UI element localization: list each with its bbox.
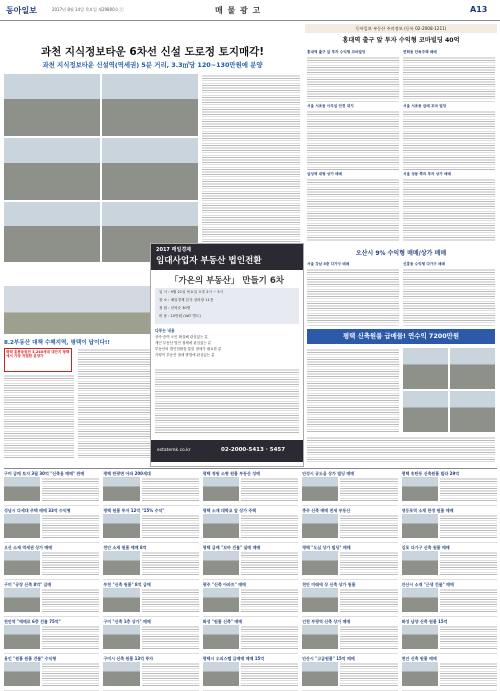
listing-photo <box>103 588 139 612</box>
listing-text <box>241 662 298 686</box>
listing-photo <box>403 391 448 432</box>
right-sec-6 <box>307 262 399 326</box>
right-headline: 홍대역 출구 앞 투자 수익형 코마빌딩 40억 <box>342 37 460 44</box>
page-number: A13 <box>470 5 488 14</box>
listing-photo <box>203 514 239 538</box>
issue-date: 2017년 8월 14일 목요일 제29800호 ⓒ <box>52 7 124 12</box>
listing-text <box>42 588 99 612</box>
seminar-topic: 상속·증여 오인 확실해 관심있는 분 <box>155 335 208 339</box>
right-section-title: 서울 성동 쪽의 투자 상가 매매 <box>403 172 451 176</box>
right-sec-5 <box>403 172 495 242</box>
top-ad-body-text <box>202 74 300 242</box>
seminar-banner <box>151 244 303 270</box>
listing-text <box>241 625 298 649</box>
listing-photo <box>450 391 495 432</box>
right-section-title: 서울 서초동 급매 꼬마 빌딩 <box>403 104 447 108</box>
listing-text <box>440 662 497 686</box>
listing-photo <box>403 348 448 389</box>
listing-text <box>42 514 99 538</box>
right-mid-headline: 오산시 9% 수익형 매매/상가 매매 <box>355 250 447 257</box>
listing-card <box>402 508 497 543</box>
listing-text <box>440 514 497 538</box>
pyeongtaek-ad <box>4 286 150 464</box>
listing-card <box>103 471 198 506</box>
listing-photo <box>203 662 239 686</box>
listing-title: 용인 "원룸 원룸 건물" 수익형 <box>4 656 57 661</box>
listing-title: 천안역 "매매로 6층 건물 75억" <box>4 619 61 624</box>
top-ad-photo-1 <box>4 74 100 136</box>
listing-title: 광주 "신축 아파트" 매매 <box>202 582 246 587</box>
pyeongtaek-box <box>4 348 72 372</box>
listing-card <box>103 508 198 543</box>
listing-card <box>203 545 298 580</box>
listing-photo <box>4 588 40 612</box>
right-section-body <box>307 56 399 102</box>
listing-text <box>142 551 199 575</box>
listing-text <box>142 477 199 501</box>
listing-title: 화성 남양 신축 원룸 15억 <box>401 619 448 624</box>
listing-card <box>4 619 99 654</box>
listing-card <box>203 656 298 691</box>
right-section-title: 삼성역 대형 상가 매매 <box>307 172 342 176</box>
listing-card <box>203 582 298 617</box>
listing-title: 구미시 신축 원룸 13억 투자 <box>103 656 154 661</box>
listing-card <box>302 471 397 506</box>
right-section-body <box>403 178 495 242</box>
seminar-topic: 가평이 부동산 절세 방법에 관심있는 분 <box>155 353 215 357</box>
pyeongtaek-body-left <box>4 374 74 458</box>
listing-title: 구미 급매 토지 3필 30억 "신축용 매매" 판매 <box>4 471 85 476</box>
listing-photo <box>302 477 338 501</box>
listing-card <box>103 582 198 617</box>
listing-photo <box>203 551 239 575</box>
listing-text <box>241 477 298 501</box>
listing-text <box>440 477 497 501</box>
listing-photo <box>302 514 338 538</box>
listing-card <box>103 619 198 654</box>
listing-text <box>241 588 298 612</box>
listing-card <box>402 582 497 617</box>
listing-photo <box>103 477 139 501</box>
seminar-detail: 비 용 : 10만원 (VAT 별도) <box>159 314 201 318</box>
right-section-body <box>307 178 399 242</box>
listing-title: 평택 탄광면 아파 200세대 <box>103 471 151 476</box>
right-blue-box <box>307 329 495 344</box>
right-section-title: 신흥동 수익형 다가구 매매 <box>403 262 445 266</box>
listing-text <box>440 588 497 612</box>
listing-title: 구미 "공장 신축 8억" 급매 <box>4 582 52 587</box>
listing-photo <box>103 625 139 649</box>
right-sec-4 <box>307 172 399 242</box>
listing-photo <box>402 625 438 649</box>
listing-photo <box>4 551 40 575</box>
listing-photo <box>203 588 239 612</box>
listing-photo <box>302 662 338 686</box>
listing-text <box>142 625 199 649</box>
listing-card <box>203 471 298 506</box>
listing-photo <box>4 662 40 686</box>
pyeongtaek-headline: 8.2부동산 대책 수혜지역, 평택이 답이다!! <box>4 340 110 346</box>
listing-text <box>142 588 199 612</box>
top-ad-subheadline: 과천 지식정보타운 신설역(역세권) 5분 거리, 3.3㎡당 120~130만원에 분양 <box>42 61 263 69</box>
right-sec-7 <box>403 262 495 326</box>
top-ad-photo-2 <box>102 74 198 136</box>
right-column <box>305 24 497 464</box>
listing-title: 천안 미래에 상 신축 상가 원룸 <box>302 582 356 587</box>
listing-title: 구미 "신축 1층 상가" 매매 <box>103 619 151 624</box>
right-section-title: 서울 강남 5층 다가구 매매 <box>307 262 350 266</box>
pyeongtaek-body-right <box>78 348 150 458</box>
listing-photo <box>302 625 338 649</box>
listing-card <box>103 545 198 580</box>
listing-photo <box>302 551 338 575</box>
pyeongtaek-box-text: 평택 흥봉동원천 3,240세대 대단지 평택에서 가장 저렴한 분양가 <box>6 350 70 359</box>
listing-text <box>42 625 99 649</box>
listing-card <box>302 656 397 691</box>
listing-photo <box>4 477 40 501</box>
listing-grid <box>4 468 497 691</box>
page-header <box>0 0 500 21</box>
listing-photo <box>203 625 239 649</box>
listing-title: 천안 신축 원룸 매매 <box>401 656 437 661</box>
top-ad-headline: 과천 지식정보타운 6차선 신설 도로정 토지매각! <box>40 46 265 58</box>
right-bottom-text <box>307 348 399 432</box>
listing-text <box>340 551 397 575</box>
listing-title: 부천 "신축 원룸" 8억 급매 <box>103 582 151 587</box>
seminar-detail: 장 소 : 매일경제 본사 강의장 11층 <box>159 298 214 302</box>
listing-text <box>340 625 397 649</box>
listing-card <box>402 619 497 654</box>
top-ad-photo-4 <box>102 138 198 200</box>
listing-text <box>42 551 99 575</box>
seminar-subtitle: 「가온의 부동산」 만들기 6차 <box>170 276 284 286</box>
right-blue-box-text: 평택 신축원룸 급매물! 연수익 7200만원 <box>342 332 460 340</box>
right-sec-1 <box>403 50 495 102</box>
listing-title: 영등포역 소재 한정 원룸 매매 <box>401 508 454 513</box>
right-section-body <box>403 110 495 170</box>
right-sec-2 <box>307 104 399 170</box>
listing-photo <box>4 625 40 649</box>
listing-card <box>402 471 497 506</box>
listing-card <box>4 582 99 617</box>
listing-title: 평택시 오피스텔 급매매 매매 15억 <box>202 656 265 661</box>
right-sec-0 <box>307 50 399 102</box>
listing-title: 평택 송탄동 신축원룸 빌라 29억 <box>401 471 460 476</box>
right-banner: 동아일보 부동산 주의정보 (등록 02-2008-1211) <box>305 24 497 33</box>
seminar-topics-label: 다루는 내용 <box>155 328 175 333</box>
listing-card <box>402 545 497 580</box>
listing-title: 천안 소재 원룸 매매 8억 <box>103 545 147 550</box>
listing-text <box>340 514 397 538</box>
listing-card <box>203 508 298 543</box>
listing-title: 인천 부평역 신축 상가 매매 <box>302 619 351 624</box>
listing-card <box>302 508 397 543</box>
seminar-detail: 일 시 : 9월 21일 목요일 오후 2시 ~ 5시 <box>159 290 224 294</box>
listing-card <box>4 545 99 580</box>
listing-title: 안성시 공도읍 상가 빌딩 매매 <box>302 471 355 476</box>
listing-text <box>440 625 497 649</box>
top-ad-photo-5 <box>4 202 100 262</box>
listing-photo <box>402 662 438 686</box>
right-section-title: 서울 서초동 사무실 안전 대지 <box>307 104 354 108</box>
seminar-phone: 02-2000-5413 · 5457 <box>221 447 286 453</box>
seminar-url: estatemk.co.kr <box>157 448 191 453</box>
newspaper-logo: 동아일보 <box>6 5 37 15</box>
listing-photo <box>302 588 338 612</box>
listing-title: 안산시 "고급원룸" 15억 매매 <box>302 656 355 661</box>
listing-photo <box>103 551 139 575</box>
listing-card <box>402 656 497 691</box>
listing-text <box>42 662 99 686</box>
listing-photo <box>103 514 139 538</box>
listing-photo <box>402 551 438 575</box>
seminar-title: 임대사업자 부동산 법인전환 <box>156 256 262 266</box>
listing-title: 충주 신축 매매 전세 부동산 <box>302 508 351 513</box>
listing-title: 평택 급매 "꼬마 건물" 실매 매매 <box>202 545 261 550</box>
seminar-footer <box>151 440 303 462</box>
right-section-title: 홍대역 출구 앞 투자 수익형 코마빌딩 <box>307 50 366 54</box>
listing-title: 안산시 소재 "근생 건물" 매매 <box>401 582 454 587</box>
listing-card <box>203 619 298 654</box>
listing-photo <box>402 477 438 501</box>
listing-title: 평택 소재 대학교 앞 상가 주택 <box>202 508 257 513</box>
seminar-program <box>155 368 299 434</box>
listing-photo <box>402 588 438 612</box>
listing-photo <box>402 514 438 538</box>
listing-title: 평택 청원 소형 원룸 부동산 성매 <box>202 471 260 476</box>
listing-text <box>440 551 497 575</box>
listing-card <box>302 545 397 580</box>
listing-title: 평택 원룸 투자 12억 "15% 수익" <box>103 508 165 513</box>
right-section-body <box>403 268 495 326</box>
listing-text <box>340 662 397 686</box>
listing-title: 화성 "원룸 신축" 매매 <box>202 619 243 624</box>
top-ad-photo-3 <box>4 138 100 200</box>
seminar-topic: 개인 부동산 법인 절세에 관심있는 분 <box>155 341 212 345</box>
right-bottom-photos <box>403 348 495 432</box>
listing-card <box>103 656 198 691</box>
pyeongtaek-photo <box>4 286 150 334</box>
listing-card <box>302 582 397 617</box>
listing-card <box>4 656 99 691</box>
right-section-body <box>307 268 399 326</box>
listing-card <box>4 471 99 506</box>
listing-card <box>4 508 99 543</box>
listing-text <box>142 662 199 686</box>
listing-title: 평택 "도심 상가 빌딩" 매매 <box>302 545 351 550</box>
listing-photo <box>203 477 239 501</box>
section-title: 매 물 광 고 <box>215 6 262 15</box>
listing-photo <box>4 514 40 538</box>
listing-title: 오산 소재 역세권 상가 매매 <box>4 545 53 550</box>
listing-photo <box>103 662 139 686</box>
listing-text <box>340 477 397 501</box>
seminar-details <box>155 288 299 324</box>
right-section-title: 연희동 단독주택 매매 <box>403 50 437 54</box>
seminar-topics <box>155 334 299 358</box>
seminar-ad <box>150 243 304 467</box>
right-section-body <box>307 110 399 170</box>
listing-text <box>241 551 298 575</box>
listing-text <box>42 477 99 501</box>
seminar-topic: 부동산의 법인전환을 통한 절세가 필요한 분 <box>155 347 222 351</box>
listing-card <box>302 619 397 654</box>
seminar-banner-text: 2017 매일경제 <box>156 247 191 253</box>
listing-photo <box>450 348 495 389</box>
listing-title: 성남시 다세대 주택 매매 33억 수익형 <box>4 508 71 513</box>
listing-text <box>142 514 199 538</box>
seminar-detail: 정 원 : 선착순 30명 <box>159 306 191 310</box>
right-sec-3 <box>403 104 495 170</box>
listing-text <box>340 588 397 612</box>
right-section-body <box>403 56 495 102</box>
listing-title: 김포 다가구 신축 원룸 매매 <box>401 545 450 550</box>
right-bottom-text-2 <box>307 436 495 462</box>
listing-text <box>241 514 298 538</box>
